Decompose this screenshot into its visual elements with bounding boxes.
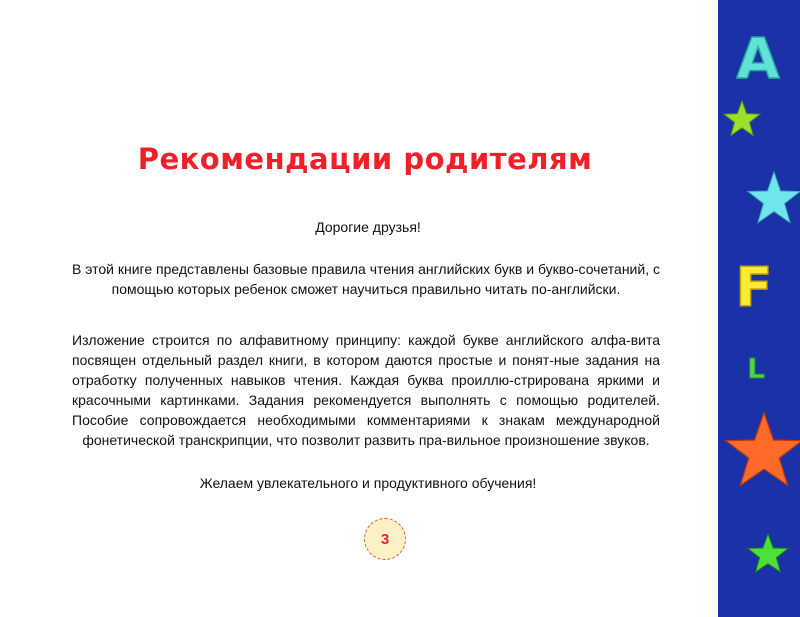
cyan-star-icon [748,172,800,223]
side-decor-graphic [718,0,800,617]
page-number-badge [364,518,406,560]
page-title: Рекомендации родителям [137,142,593,176]
paragraph-method: Изложение строится по алфавитному принципу: каждой букве английского алфа-вита посвящен отдельный раздел книги, в котором даются простые и понят-ные задания на отработку полученных навыков чтения. Каждая буква проиллю-стрирована яркими и красочными картинками. Задания рекомендуется выполнять с помощью родителей. Пособие сопровождается необходимыми комментариями к знакам международной фонетической транскрипции, что позволит развить пра-вильное произношение звуков. [72,332,660,448]
greeting: Дорогие друзья! [315,219,421,235]
letter-l: L [747,352,765,385]
letter-f: F [735,256,773,319]
letter-a: A [736,27,780,92]
orange-star-icon [726,413,800,485]
green-star-bottom-icon [748,534,788,572]
decorative-side-band [718,0,800,617]
closing-wish: Желаем увлекательного и продуктивного обучения! [199,475,537,491]
paragraph-intro: В этой книге представлены базовые правила чтения английских букв и букво-сочетаний, с помощью которых ребенок сможет научиться правильно читать по-английски. [72,261,660,297]
green-star-icon [724,101,760,135]
page-number: 3 [380,530,390,548]
